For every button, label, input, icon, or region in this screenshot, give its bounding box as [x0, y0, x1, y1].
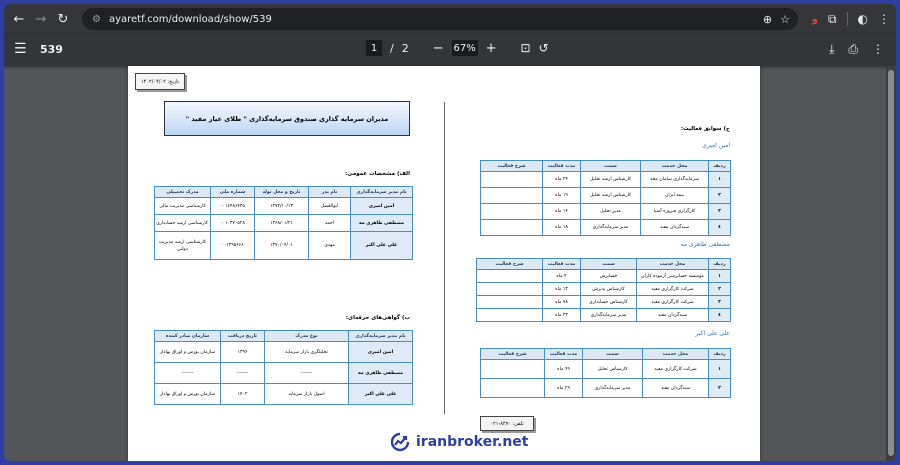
table-row [477, 309, 731, 322]
certificates-table [154, 330, 413, 405]
forward-icon[interactable]: → [35, 11, 47, 27]
table-cell: ۳۳ ماه [543, 309, 581, 322]
table-header: محل خدمت [641, 161, 709, 172]
table-row [477, 296, 731, 309]
table-cell [477, 283, 543, 296]
experience-table-2 [476, 258, 731, 322]
table-cell: ۱۴۰۲ [221, 384, 265, 405]
table-row [481, 172, 731, 188]
section-c-heading: ج) سوابق فعالیت: [680, 126, 730, 132]
table-cell: مصطفی طاهری مه [349, 363, 413, 384]
table-cell: ۳ [709, 296, 731, 309]
table-header: نام مدیر سرمایه‌گذاری [351, 187, 413, 198]
table-header: ردیف [709, 161, 731, 172]
table-row [481, 360, 731, 379]
pdf-doc-title: 539 [40, 43, 63, 56]
table-cell: ۱ [709, 172, 731, 188]
experience-table-1 [480, 160, 731, 236]
table-cell: امین امیری [351, 198, 413, 215]
table-header-row [477, 259, 731, 270]
table-header: مدت فعالیت [545, 349, 583, 360]
person-name-heading: علی علی اکبر [695, 330, 730, 337]
table-cell: ۰۰۱۰۳۷۰۵۲۸ [211, 215, 255, 232]
person-name-heading: امین امیری [702, 142, 730, 149]
table-header: محل خدمت [643, 349, 709, 360]
table-cell: سازمان بورس و اوراق بهادار [155, 342, 221, 363]
table-header: مدت فعالیت [543, 259, 581, 270]
table-cell: ۰۰۱۶۴۸۶۴۳۵ [211, 198, 255, 215]
table-header-row [481, 349, 731, 360]
table-cell: ۱۳ ماه [543, 283, 581, 296]
toolbar-separator [847, 12, 848, 26]
profile-icon[interactable]: ◐ [857, 12, 868, 26]
table-cell: شرکت کارگزاری مفید [637, 296, 709, 309]
table-header: مدت فعالیت [543, 161, 581, 172]
table-cell: ۴ ماه [543, 270, 581, 283]
table-cell: مدیر سرمایه‌گذاری [581, 309, 637, 322]
table-row [481, 188, 731, 204]
page-number-input[interactable]: 1 [366, 40, 382, 56]
table-cell: ------- [221, 363, 265, 384]
table-cell: مدیر سرمایه‌گذاری [583, 379, 643, 398]
table-cell: شرکت کارگزاری مفید [643, 360, 709, 379]
general-info-table [154, 186, 413, 260]
table-header: نام مدیر سرمایه‌گذاری [349, 331, 413, 342]
table-cell: ------- [155, 363, 221, 384]
table-cell [481, 379, 545, 398]
date-box: تاریخ: ۱۴۰۲/۰۴/۰۲ [135, 73, 185, 90]
bookmark-star-icon[interactable]: ☆ [780, 12, 790, 26]
zoom-out-icon[interactable]: − [432, 40, 444, 56]
table-row [155, 198, 413, 215]
watermark-text: iranbroker.net [416, 434, 529, 450]
pdf-page [128, 66, 760, 461]
table-header: سمت [581, 259, 637, 270]
table-cell: کارشناسی ارشد مدیریت دولتی [155, 232, 211, 260]
table-cell: ابوالفضل [309, 198, 351, 215]
table-header: سمت [581, 161, 641, 172]
table-cell: کارشناس تحلیل [583, 360, 643, 379]
table-cell: ٤ [709, 309, 731, 322]
extensions-puzzle-icon[interactable]: ⧉ [827, 11, 837, 26]
reload-icon[interactable]: ↻ [57, 11, 69, 27]
pdf-more-icon[interactable]: ⋮ [872, 42, 884, 56]
pdf-scrollbar-thumb[interactable] [888, 70, 894, 456]
browser-toolbar [4, 4, 896, 34]
table-cell: ۹۹ ماه [545, 360, 583, 379]
table-header: نوع مدرک [265, 331, 349, 342]
page-divider [444, 102, 445, 414]
document-title: مدیران سرمایه گذاری صندوق سرمایه‌گذاری " طلای عیار مفید " [164, 101, 410, 136]
section-b-heading: ب) گواهی‌های حرفه‌ای: [345, 315, 410, 321]
table-header: شرح فعالیت [477, 259, 543, 270]
table-cell: حسابرس [581, 270, 637, 283]
table-cell: ۲۴ ماه [543, 172, 581, 188]
table-cell: تحلیلگری بازار سرمایه [265, 342, 349, 363]
section-a-heading: الف) مشخصات عمومی: [345, 171, 410, 177]
table-header: شرح فعالیت [481, 349, 545, 360]
table-cell [481, 220, 543, 236]
browser-window [4, 4, 896, 461]
table-cell [477, 270, 543, 283]
table-cell: ۲۹ ماه [545, 379, 583, 398]
table-row [481, 204, 731, 220]
table-row [481, 220, 731, 236]
table-row [155, 232, 413, 260]
table-row [481, 379, 731, 398]
table-cell: بیمه ایران [641, 188, 709, 204]
table-cell: ------- [265, 363, 349, 384]
table-cell [481, 188, 543, 204]
zoom-icon[interactable]: ⊕ [762, 12, 773, 26]
fit-page-icon[interactable]: ⊡ [520, 41, 531, 55]
table-row [155, 342, 413, 363]
table-cell: مصطفی طاهری مه [351, 215, 413, 232]
table-cell: سازمان بورس و اوراق بهادار [155, 384, 221, 405]
table-cell: کارشناس پذیرش [581, 283, 637, 296]
table-cell: شرکت کارگزاری مفید [637, 283, 709, 296]
zoom-input[interactable]: 67% [452, 40, 478, 56]
print-icon[interactable]: ⎙ [848, 42, 858, 56]
rotate-icon[interactable]: ↺ [538, 41, 549, 55]
person-name-heading: مصطفی طاهری مه [680, 241, 730, 248]
table-row [155, 363, 413, 384]
table-header-row [155, 331, 413, 342]
table-cell: ۷۸ ماه [543, 296, 581, 309]
table-row [477, 283, 731, 296]
table-cell: کارگزاری فیروزه آسیا [641, 204, 709, 220]
table-row [155, 215, 413, 232]
table-header-row [481, 161, 731, 172]
table-cell: ۲ [709, 379, 731, 398]
table-cell: ۲ [709, 283, 731, 296]
pdf-scrollbar[interactable] [886, 66, 896, 461]
table-cell: ۱۴ ماه [543, 204, 581, 220]
table-cell: ٤ [709, 220, 731, 236]
browser-menu-icon[interactable]: ⋮ [878, 12, 890, 26]
site-info-icon[interactable]: ⚙ [92, 13, 101, 25]
table-cell: سبدگردان مفید [641, 220, 709, 236]
table-header-row [155, 187, 413, 198]
table-cell: ۱ [709, 360, 731, 379]
phone-box: تلفن: ۸۴۷۰-۰۲۱ [480, 416, 534, 431]
table-header: سمت [583, 349, 643, 360]
table-header: سازمان صادر کننده [155, 331, 221, 342]
table-cell: ۰۰۱۳۹۵۶۶۶ [211, 232, 255, 260]
table-cell: ۱۳۹۶ [221, 342, 265, 363]
table-row [477, 270, 731, 283]
total-pages: 2 [401, 41, 409, 55]
address-bar[interactable] [82, 8, 798, 30]
table-cell: ۳ [709, 204, 731, 220]
table-header: تاریخ و محل تولد [255, 187, 309, 198]
table-cell [481, 204, 543, 220]
table-cell: ۱۳۷۰/۰۴/۰۱ [255, 232, 309, 260]
table-cell: اصول بازار سرمایه [265, 384, 349, 405]
table-header: ردیف [709, 259, 731, 270]
extension-icon[interactable]: و [811, 13, 818, 25]
table-cell: امین امیری [349, 342, 413, 363]
table-cell: ۱۸ ماه [543, 220, 581, 236]
table-cell: موسسه حسابرسی آزموده کاران [637, 270, 709, 283]
table-cell: کارشناس ارشد تحلیل [581, 172, 641, 188]
url-text[interactable]: ayaretf.com/download/show/539 [108, 13, 272, 25]
table-cell: کارشناسی مدیریت مالی [155, 198, 211, 215]
pdf-toolbar [4, 34, 896, 66]
table-header: شماره ملی [211, 187, 255, 198]
table-cell: سرمایه‌گذاری سامان مجد [641, 172, 709, 188]
table-cell: ۱ [709, 270, 731, 283]
table-cell: ۲ [709, 188, 731, 204]
table-row [155, 384, 413, 405]
table-cell: ۱۳۷۲/۱۰/۱۳ [255, 198, 309, 215]
table-cell: کارشناس حسابداری [581, 296, 637, 309]
table-cell: علی علی اکبر [351, 232, 413, 260]
table-cell: احمد [309, 215, 351, 232]
table-header: ردیف [709, 349, 731, 360]
pdf-menu-icon[interactable]: ☰ [14, 41, 27, 57]
table-cell: مدیر تحلیل [581, 204, 641, 220]
table-cell: مدیر سرمایه‌گذاری [581, 220, 641, 236]
page-separator: / [390, 41, 394, 55]
experience-table-3 [480, 348, 731, 398]
table-header: محل خدمت [637, 259, 709, 270]
back-icon[interactable]: ← [13, 11, 25, 27]
download-icon[interactable]: ⤓ [829, 42, 835, 56]
table-cell: مهدی [309, 232, 351, 260]
table-cell [481, 360, 545, 379]
pdf-viewport[interactable] [4, 66, 896, 461]
table-cell: علی علی اکبر [349, 384, 413, 405]
table-cell [481, 172, 543, 188]
table-cell: کارشناس ارشد تحلیل [581, 188, 641, 204]
zoom-in-icon[interactable]: + [485, 40, 497, 56]
table-header: تاریخ دریافت [221, 331, 265, 342]
table-cell: ۱۹ ماه [543, 188, 581, 204]
table-cell: سبدگردان مفید [643, 379, 709, 398]
table-cell: کارشناسی ارشد حسابداری [155, 215, 211, 232]
table-header: مدرک تحصیلی [155, 187, 211, 198]
table-cell [477, 296, 543, 309]
table-header: شرح فعالیت [481, 161, 543, 172]
watermark-logo-icon [390, 432, 410, 452]
watermark [390, 432, 528, 452]
table-cell: سبدگردان مفید [637, 309, 709, 322]
table-header: نام پدر [309, 187, 351, 198]
table-cell: ۱۳۶۸/۰۱/۲۱ [255, 215, 309, 232]
table-cell [477, 309, 543, 322]
